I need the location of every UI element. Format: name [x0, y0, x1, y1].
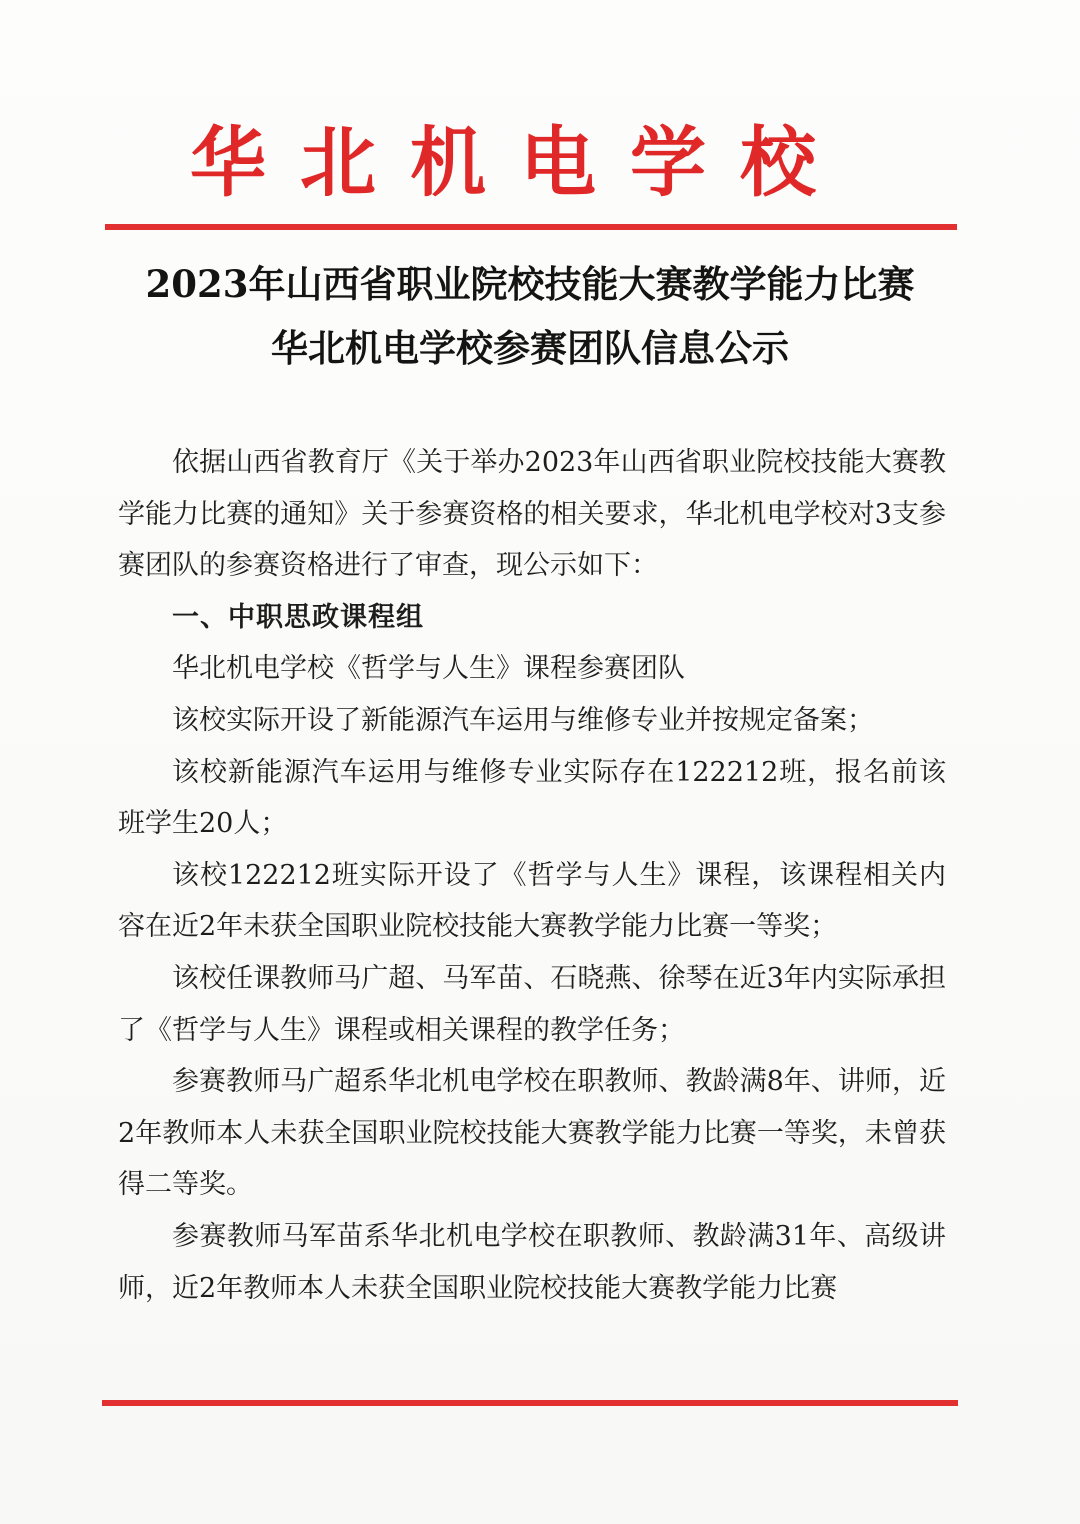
- body-paragraph: 该校122212班实际开设了《哲学与人生》课程，该课程相关内容在近2年未获全国职业院校技能大赛教学能力比赛一等奖；: [118, 859, 946, 943]
- letterhead-red-rule: [105, 224, 957, 230]
- body-paragraph: 该校新能源汽车运用与维修专业实际存在122212班，报名前该班学生20人；: [118, 756, 946, 840]
- document-body: [118, 437, 946, 1314]
- footer-red-rule: [102, 1400, 958, 1406]
- document-title-line2: 华北机电学校参赛团队信息公示: [271, 326, 789, 370]
- body-paragraph: 参赛教师马军苗系华北机电学校在职教师、教龄满31年、高级讲师，近2年教师本人未获全国职业院校技能大赛教学能力比赛: [118, 1220, 946, 1304]
- body-paragraph: 该校任课教师马广超、马军苗、石晓燕、徐琴在近3年内实际承担了《哲学与人生》课程或相关课程的教学任务；: [118, 962, 946, 1046]
- document-title-line1: 2023年山西省职业院校技能大赛教学能力比赛: [145, 262, 915, 306]
- intro-paragraph: 依据山西省教育厅《关于举办2023年山西省职业院校技能大赛教学能力比赛的通知》关于参赛资格的相关要求，华北机电学校对3支参赛团队的参赛资格进行了审查，现公示如下：: [118, 447, 946, 582]
- body-paragraph: 参赛教师马广超系华北机电学校在职教师、教龄满8年、讲师，近2年教师本人未获全国职业院校技能大赛教学能力比赛一等奖，未曾获得二等奖。: [118, 1066, 946, 1201]
- section-heading: 一、中职思政课程组: [172, 601, 424, 633]
- body-paragraph: 该校实际开设了新能源汽车运用与维修专业并按规定备案；: [172, 704, 874, 736]
- organization-letterhead: 华北机电学校: [190, 118, 850, 207]
- team-name-paragraph: 华北机电学校《哲学与人生》课程参赛团队: [172, 653, 685, 685]
